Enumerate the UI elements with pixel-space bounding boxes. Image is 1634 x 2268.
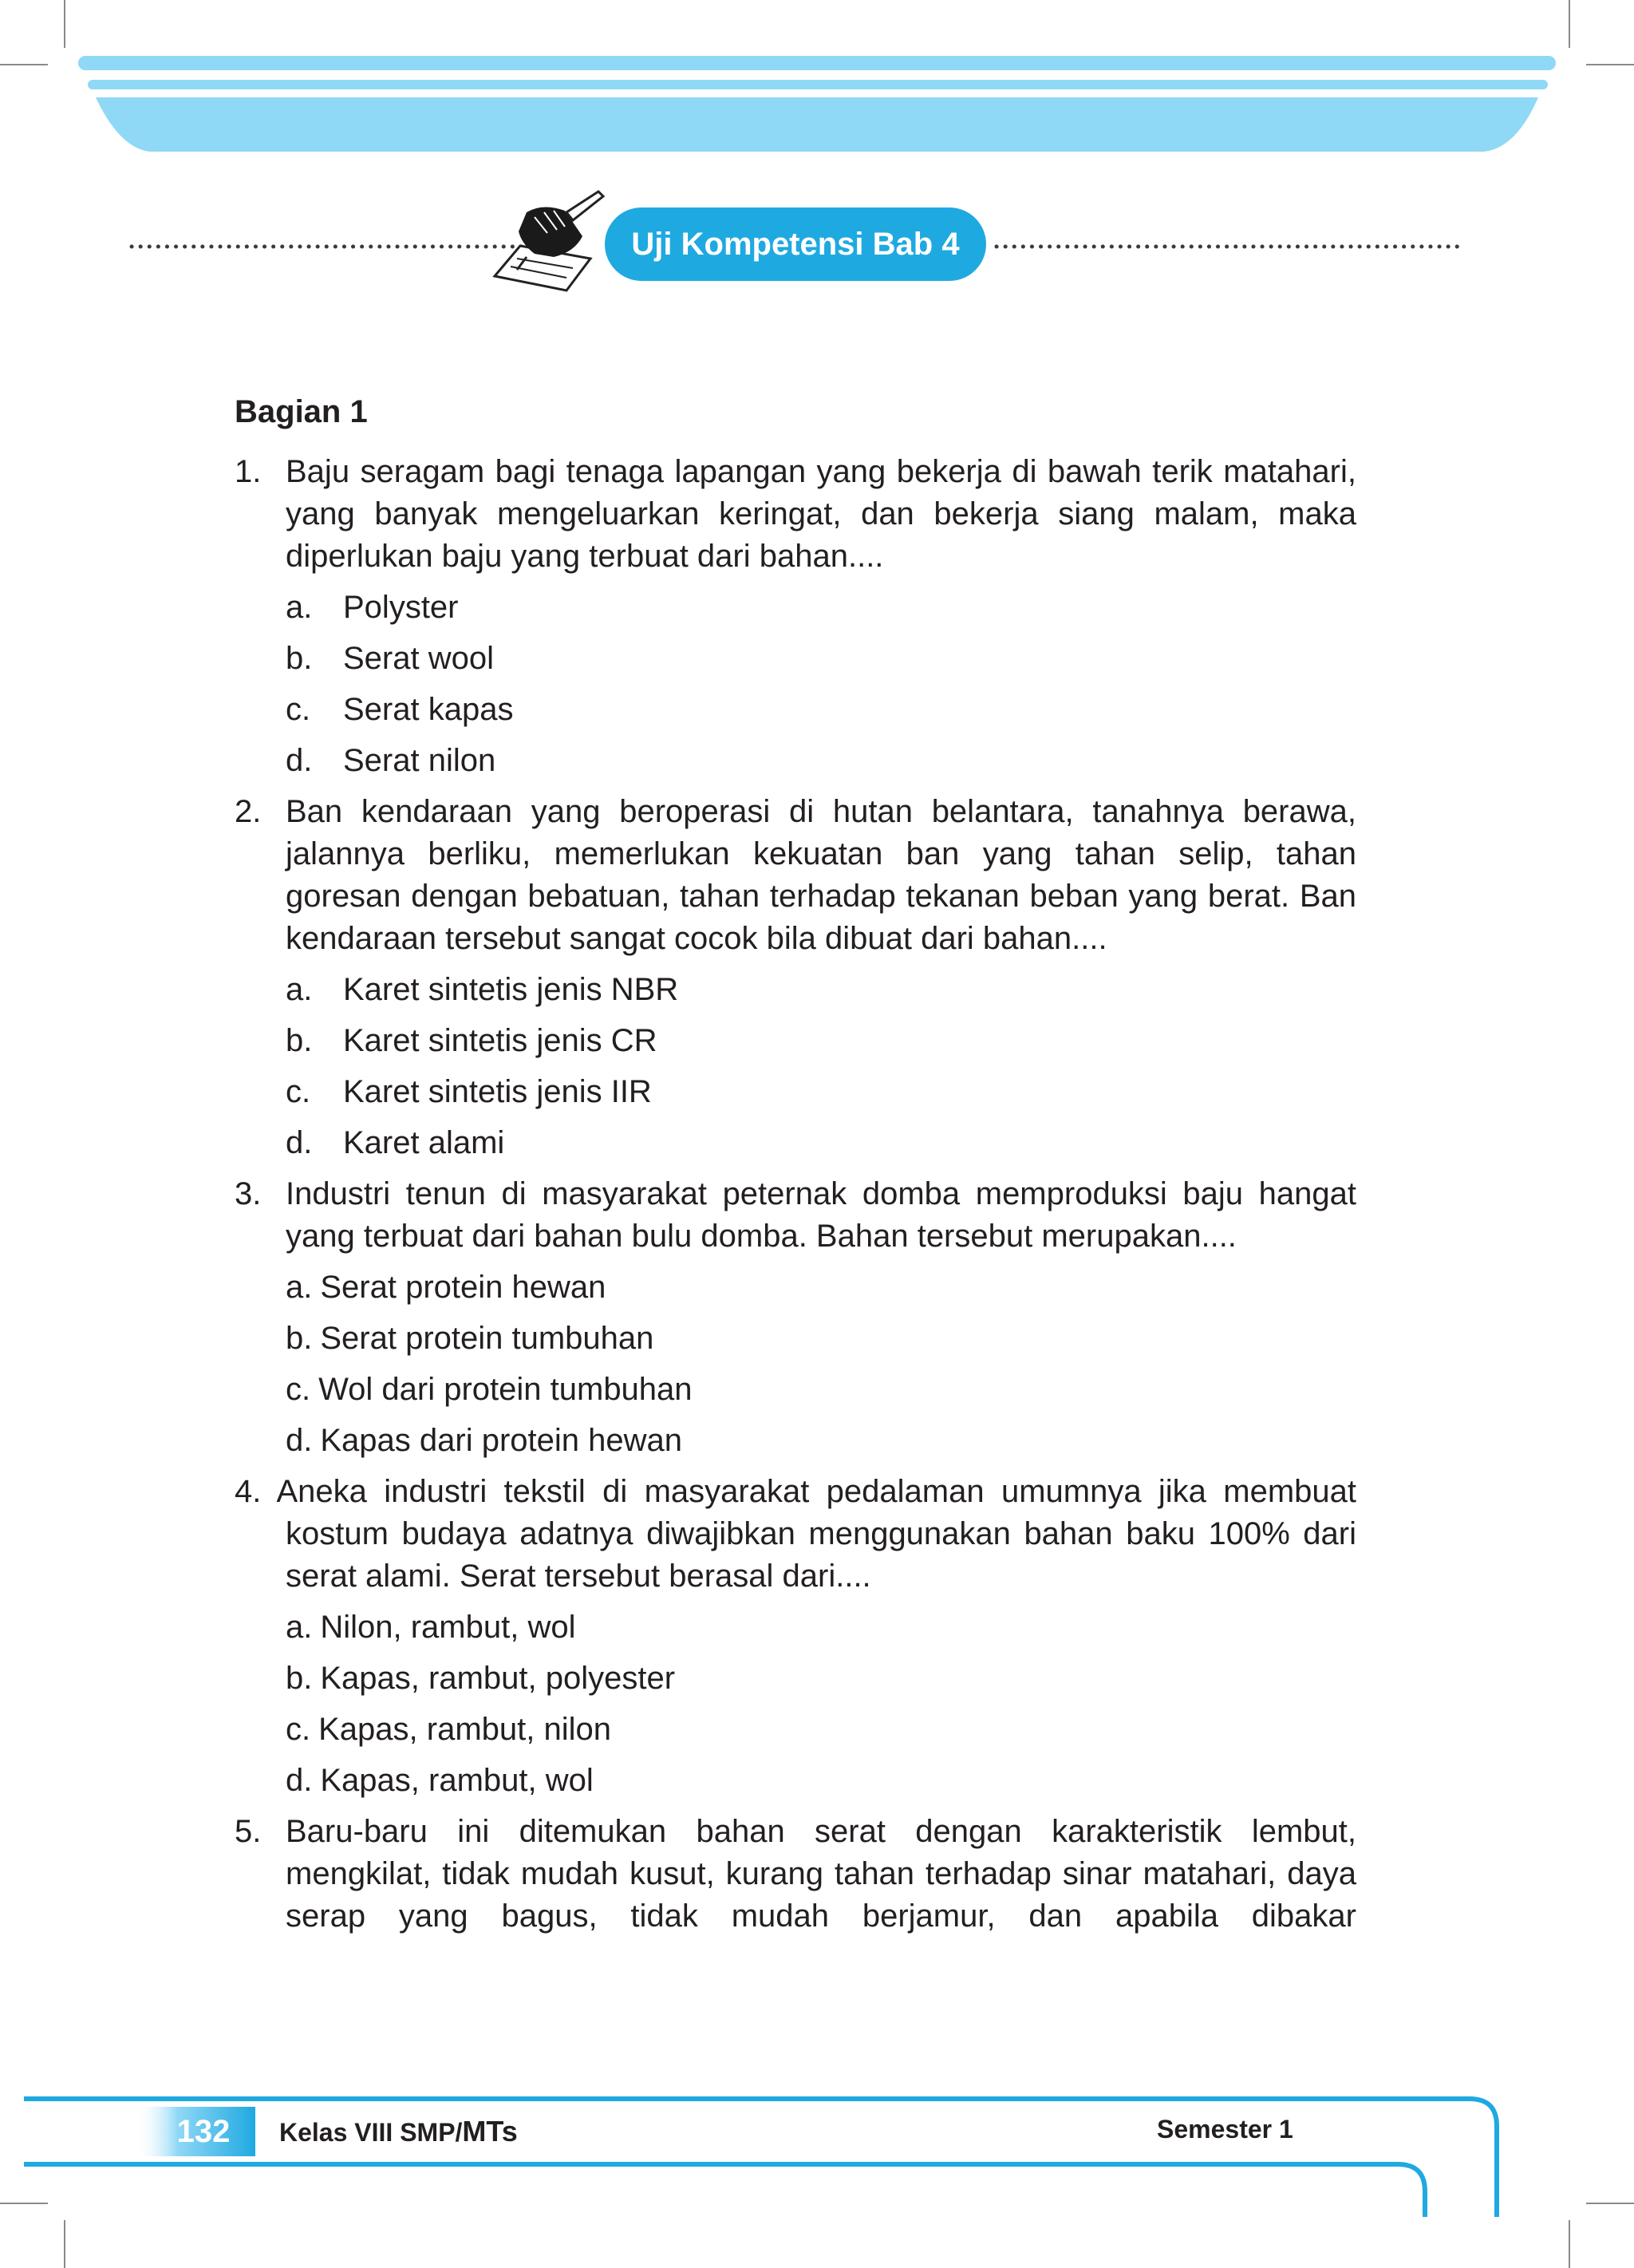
- option-d: [286, 1760, 1356, 1802]
- option-text: Karet sintetis jenis IIR: [343, 1074, 652, 1109]
- option-text: Karet sintetis jenis NBR: [343, 972, 679, 1007]
- option-letter: d.: [286, 1763, 313, 1798]
- dotted-rule-left: [129, 244, 528, 249]
- footer-frame: [0, 2075, 1634, 2268]
- options-1: [286, 587, 1356, 782]
- option-c: [286, 1369, 1356, 1411]
- option-text: Serat protein tumbuhan: [320, 1321, 654, 1356]
- option-a: [286, 587, 1356, 629]
- question-text: Baru-baru ini ditemukan bahan serat dengan karakteristik lembut, mengkilat, tidak mudah kusut, kurang tahan terhadap sinar matahari, daya serap yang bagus, tidak mudah berjamur, dan apabila dibakar: [286, 1814, 1356, 1934]
- option-text: Serat wool: [343, 641, 494, 676]
- option-d: [286, 740, 1356, 782]
- option-letter: d.: [286, 743, 313, 778]
- option-letter: c.: [286, 692, 311, 727]
- option-letter: c.: [286, 1074, 311, 1109]
- option-b: [286, 1020, 1356, 1062]
- question-1: [235, 451, 1356, 578]
- question-2: [235, 791, 1356, 960]
- option-b: [286, 638, 1356, 680]
- header-band: [0, 0, 1634, 160]
- option-text: Serat nilon: [343, 743, 496, 778]
- page-number: 132: [176, 2113, 231, 2149]
- section-title: Bagian 1: [235, 394, 368, 429]
- option-letter: a.: [286, 590, 313, 625]
- book-title-suffix: MTs: [462, 2115, 518, 2147]
- book-title-prefix: Kelas VIII SMP/: [279, 2118, 463, 2147]
- options-2: [286, 969, 1356, 1164]
- question-text: Industri tenun di masyarakat peternak domba memproduksi baju hangat yang terbuat dari bahan bulu domba. Bahan tersebut merupakan....: [286, 1176, 1356, 1254]
- question-content: [235, 391, 1356, 1946]
- book-title: [279, 2115, 518, 2148]
- hand-writing-pen-icon: [471, 188, 606, 308]
- option-a: [286, 1606, 1356, 1649]
- option-letter: b.: [286, 1661, 313, 1696]
- option-d: [286, 1122, 1356, 1164]
- option-text: Kapas dari protein hewan: [320, 1423, 682, 1458]
- option-c: [286, 689, 1356, 731]
- option-text: Karet alami: [343, 1125, 505, 1160]
- option-letter: b.: [286, 641, 313, 676]
- option-letter: a.: [286, 1270, 313, 1305]
- option-letter: c.: [286, 1372, 311, 1407]
- option-letter: d.: [286, 1423, 313, 1458]
- option-text: Polyster: [343, 590, 459, 625]
- option-a: [286, 969, 1356, 1011]
- question-text: Ban kendaraan yang beroperasi di hutan belantara, tanahnya berawa, jalannya berliku, memerlukan kekuatan ban yang tahan selip, tahan goresan dengan bebatuan, tahan terhadap tekanan beban yang berat. Ban kendaraan tersebut sangat cocok bila dibuat dari bahan....: [286, 794, 1356, 956]
- option-letter: b.: [286, 1023, 313, 1058]
- option-text: Kapas, rambut, nilon: [318, 1712, 611, 1747]
- question-number: 1.: [235, 454, 262, 489]
- question-5: [235, 1811, 1356, 1938]
- option-c: [286, 1071, 1356, 1113]
- semester-label: Semester 1: [1157, 2115, 1293, 2144]
- option-letter: b.: [286, 1321, 313, 1356]
- question-3: [235, 1173, 1356, 1258]
- option-b: [286, 1658, 1356, 1700]
- option-letter: a.: [286, 972, 313, 1007]
- options-4: [286, 1606, 1356, 1802]
- option-text: Kapas, rambut, polyester: [320, 1661, 676, 1696]
- option-letter: c.: [286, 1712, 311, 1747]
- option-b: [286, 1318, 1356, 1360]
- option-text: Serat protein hewan: [320, 1270, 606, 1305]
- question-number: 2.: [235, 794, 262, 829]
- option-a: [286, 1266, 1356, 1309]
- option-text: Karet sintetis jenis CR: [343, 1023, 657, 1058]
- options-3: [286, 1266, 1356, 1462]
- option-text: Wol dari protein tumbuhan: [318, 1372, 693, 1407]
- question-number: 4.: [235, 1474, 262, 1509]
- dotted-rule-right: [994, 244, 1465, 249]
- option-c: [286, 1709, 1356, 1751]
- option-text: Nilon, rambut, wol: [320, 1610, 576, 1645]
- question-4: [235, 1471, 1356, 1598]
- option-text: Kapas, rambut, wol: [320, 1763, 594, 1798]
- question-text: Baju seragam bagi tenaga lapangan yang bekerja di bawah terik matahari, yang banyak mengeluarkan keringat, dan bekerja siang malam, maka diperlukan baju yang terbuat dari bahan....: [286, 454, 1356, 574]
- option-d: [286, 1420, 1356, 1462]
- chapter-title-badge: Uji Kompetensi Bab 4: [605, 207, 986, 281]
- question-number: 5.: [235, 1814, 262, 1849]
- question-number: 3.: [235, 1176, 262, 1211]
- question-text: Aneka industri tekstil di masyarakat pedalaman umumnya jika membuat kostum budaya adatnya diwajibkan menggunakan bahan baku 100% dari serat alami. Serat tersebut berasal dari....: [276, 1474, 1357, 1594]
- option-letter: d.: [286, 1125, 313, 1160]
- option-letter: a.: [286, 1610, 313, 1645]
- option-text: Serat kapas: [343, 692, 514, 727]
